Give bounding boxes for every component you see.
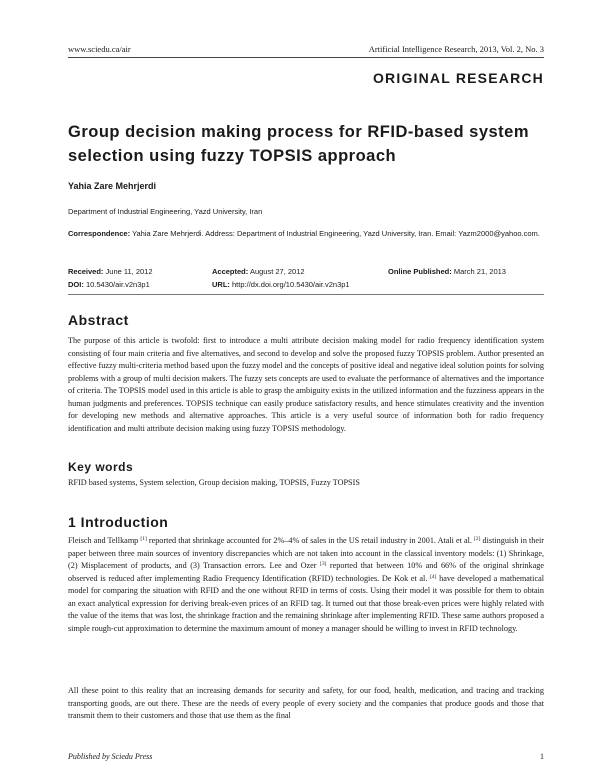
published-label: Online Published: <box>388 267 452 276</box>
journal-citation: Artificial Intelligence Research, 2013, Vol. 2, No. 3 <box>368 44 544 54</box>
keywords-heading: Key words <box>68 460 134 474</box>
received-value: June 11, 2012 <box>105 267 153 276</box>
page-number: 1 <box>540 752 544 761</box>
doi <box>68 280 150 289</box>
section-label: ORIGINAL RESEARCH <box>372 70 544 86</box>
abstract-heading: Abstract <box>68 312 129 328</box>
publisher-footer: Published by Sciedu Press <box>68 752 153 761</box>
correspondence-label: Correspondence: <box>68 229 131 238</box>
correspondence-text: Yahia Zare Mehrjerdi. Address: Department of Industrial Engineering, Yazd University, Iran. Email: Yazm2000@yahoo.com. <box>132 229 540 238</box>
keywords-text: RFID based systems, System selection, Group decision making, TOPSIS, Fuzzy TOPSIS <box>68 478 360 487</box>
citation-4[interactable]: [4] <box>430 573 437 580</box>
received-label: Received: <box>68 267 104 276</box>
published-value: March 21, 2013 <box>453 267 506 276</box>
doi-label: DOI: <box>68 280 84 289</box>
url-label: URL: <box>212 280 230 289</box>
author-affiliation: Department of Industrial Engineering, Yazd University, Iran <box>68 207 263 216</box>
citation-1[interactable]: [1] <box>140 536 147 542</box>
doi-value[interactable]: 10.5430/air.v2n3p1 <box>85 280 150 289</box>
introduction-paragraph-1: Fleisch and Tellkamp [1] reported that shrinkage accounted for 2%–4% of sales in the US retail industry in 2001. Atali et al. [2] distinguish in their paper between three main sources of inventory discrepancies which are not taken into account in the classical inventory models: (1) Shrinkage, (2) Misplacement of products, and (3) Transaction errors. Lee and Ozer [3] reported that between 10% and 66% of the original shrinkage observed is reduced after implementing Radio Frequency Identification (RFID) technologies. De Kok et al. [4] have developed a mathematical model for comparing the situation with RFID and the one without RFID in terms of costs. Using their model it was possible for them to obtain an exact analytical expression for deriving break-even prices of an RFID tag. It turned out that those break-even prices were highly related with the value of the items that was lost, the shrinkage fraction and the remaining shrinkage after implementing RFID. These same authors proposed a simple rough-cut approximation to determine the maximum amount of money a manager should be willing to invest in RFID technology. <box>68 536 545 633</box>
citation-3[interactable]: [3] <box>319 561 327 567</box>
abstract-text: The purpose of this article is twofold: first to introduce a multi attribute decision making model for radio frequency identification system consisting of four main criteria and five alternatives, and second to develop and solve the proposed fuzzy TOPSIS problem. Author presented an effective fuzzy multi-criteria method based upon the fuzzy model and the concepts of positive ideal and negative ideal solution points for solving problems with a group of multi decision makers. The fuzzy sets concepts are used to evaluate the performance of alternatives and the importance of criteria. The TOPSIS model used in this article is able to grasp the ambiguity exists in the utilized information and the fuzziness appears in the human judgments and preferences. TOPSIS technique can easily produce satisfactory results, and hence stimulates creativity and the invention for developing new methods and alternative approaches. This article is a very useful source of information both for radio frequency identification and multi attribute decision making using fuzzy TOPSIS methodology. <box>68 336 544 433</box>
received-date <box>68 267 153 276</box>
accepted-value: August 27, 2012 <box>249 267 305 276</box>
article-url <box>212 280 350 289</box>
published-date <box>388 267 506 276</box>
url-value[interactable]: http://dx.doi.org/10.5430/air.v2n3p1 <box>232 280 350 289</box>
accepted-date <box>212 267 305 276</box>
introduction-heading: 1 Introduction <box>68 514 169 530</box>
accepted-label: Accepted: <box>212 267 249 276</box>
correspondence <box>68 228 544 240</box>
introduction-paragraph-2: All these point to this reality that an increasing demands for security and safety, for our food, health, medication, and tracing and tracking transporting goods, are out there. These are the needs of every people of every society and the companies that produce goods and those that transmit them to their customers and those that use them as the final <box>68 686 544 720</box>
journal-url[interactable]: www.sciedu.ca/air <box>68 44 131 54</box>
paper-title: Group decision making process for RFID-based system selection using fuzzy TOPSIS approach <box>68 123 530 165</box>
author-name: Yahia Zare Mehrjerdi <box>68 181 157 191</box>
citation-2[interactable]: [2] <box>474 536 481 542</box>
header-divider <box>68 57 544 58</box>
meta-divider <box>68 294 544 295</box>
